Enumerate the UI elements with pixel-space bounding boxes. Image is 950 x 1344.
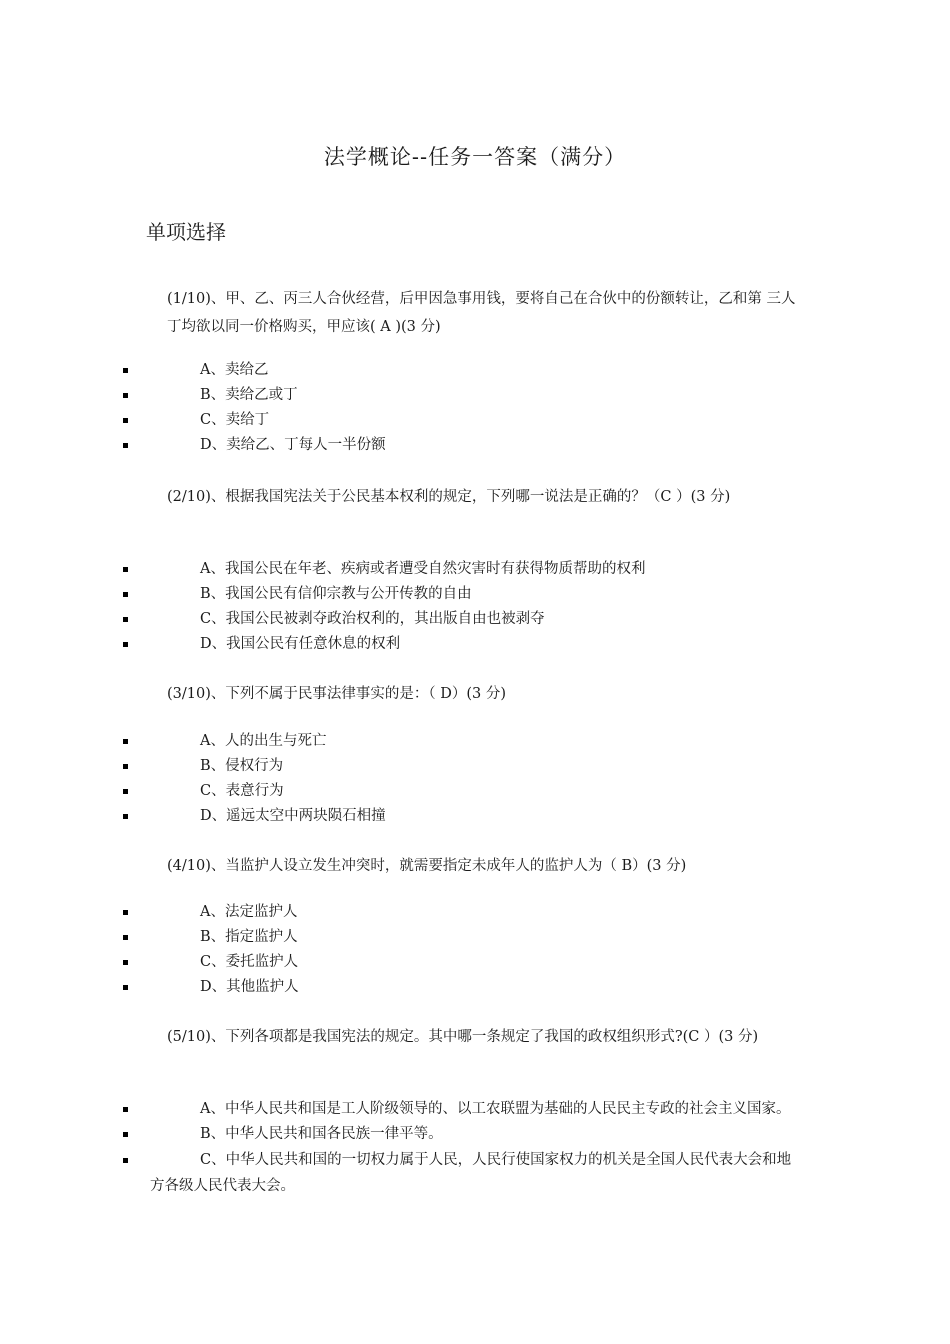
question-2-options bbox=[0, 557, 950, 657]
bullet-icon bbox=[123, 764, 128, 769]
option-item: C、委托监护人 bbox=[0, 950, 950, 975]
option-item: B、指定监护人 bbox=[0, 925, 950, 950]
bullet-icon bbox=[123, 567, 128, 572]
bullet-icon bbox=[123, 1132, 128, 1137]
option-item: A、卖给乙 bbox=[0, 358, 950, 383]
bullet-icon bbox=[123, 935, 128, 940]
bullet-icon bbox=[123, 789, 128, 794]
option-item: D、遥远太空中两块陨石相撞 bbox=[0, 804, 950, 829]
bullet-icon bbox=[123, 960, 128, 965]
option-item: C、卖给丁 bbox=[0, 408, 950, 433]
option-item: D、其他监护人 bbox=[0, 975, 950, 1000]
option-item: D、卖给乙、丁每人一半份额 bbox=[0, 433, 950, 458]
bullet-icon bbox=[123, 393, 128, 398]
question-2: (2/10)、根据我国宪法关于公民基本权利的规定，下列哪一说法是正确的？（C ）(3 分) bbox=[167, 489, 731, 505]
bullet-icon bbox=[123, 739, 128, 744]
option-item: C、中华人民共和国的一切权力属于人民，人民行使国家权力的机关是全国人民代表大会和地方各级人民代表大会。 bbox=[0, 1147, 950, 1199]
option-item: C、我国公民被剥夺政治权利的，其出版自由也被剥夺 bbox=[0, 607, 950, 632]
question-4: (4/10)、当监护人设立发生冲突时，就需要指定未成年人的监护人为（ B）(3 分) bbox=[167, 858, 687, 874]
bullet-icon bbox=[123, 814, 128, 819]
bullet-icon bbox=[123, 910, 128, 915]
question-1-options bbox=[0, 358, 950, 458]
section-heading: 单项选择 bbox=[146, 220, 226, 244]
bullet-icon bbox=[123, 642, 128, 647]
option-item: B、我国公民有信仰宗教与公开传教的自由 bbox=[0, 582, 950, 607]
document-title: 法学概论--任务一答案（满分） bbox=[323, 145, 627, 169]
option-item: D、我国公民有任意休息的权利 bbox=[0, 632, 950, 657]
question-3-options bbox=[0, 729, 950, 829]
bullet-icon bbox=[123, 985, 128, 990]
bullet-icon bbox=[123, 617, 128, 622]
bullet-icon bbox=[123, 443, 128, 448]
question-5-options bbox=[0, 1096, 950, 1199]
option-item: A、法定监护人 bbox=[0, 900, 950, 925]
question-4-options bbox=[0, 900, 950, 1000]
option-item: B、侵权行为 bbox=[0, 754, 950, 779]
option-item: B、卖给乙或丁 bbox=[0, 383, 950, 408]
bullet-icon bbox=[123, 592, 128, 597]
bullet-icon bbox=[123, 1107, 128, 1112]
bullet-icon bbox=[123, 368, 128, 373]
option-item: A、中华人民共和国是工人阶级领导的、以工农联盟为基础的人民民主专政的社会主义国家。 bbox=[0, 1096, 950, 1122]
bullet-icon bbox=[123, 418, 128, 423]
option-item: C、表意行为 bbox=[0, 779, 950, 804]
bullet-icon bbox=[123, 1158, 128, 1163]
question-1: (1/10)、甲、乙、丙三人合伙经营，后甲因急事用钱，要将自己在合伙中的份额转让，乙和第 三人丁均欲以同一价格购买，甲应该( A )(3 分) bbox=[167, 291, 796, 335]
option-item: A、人的出生与死亡 bbox=[0, 729, 950, 754]
option-item: B、中华人民共和国各民族一律平等。 bbox=[0, 1122, 950, 1147]
question-5: (5/10)、下列各项都是我国宪法的规定。其中哪一条规定了我国的政权组织形式?(C ）(3 分) bbox=[167, 1029, 759, 1045]
question-3: (3/10)、下列不属于民事法律事实的是：（ D）(3 分) bbox=[167, 686, 507, 702]
option-item: A、我国公民在年老、疾病或者遭受自然灾害时有获得物质帮助的权利 bbox=[0, 557, 950, 582]
